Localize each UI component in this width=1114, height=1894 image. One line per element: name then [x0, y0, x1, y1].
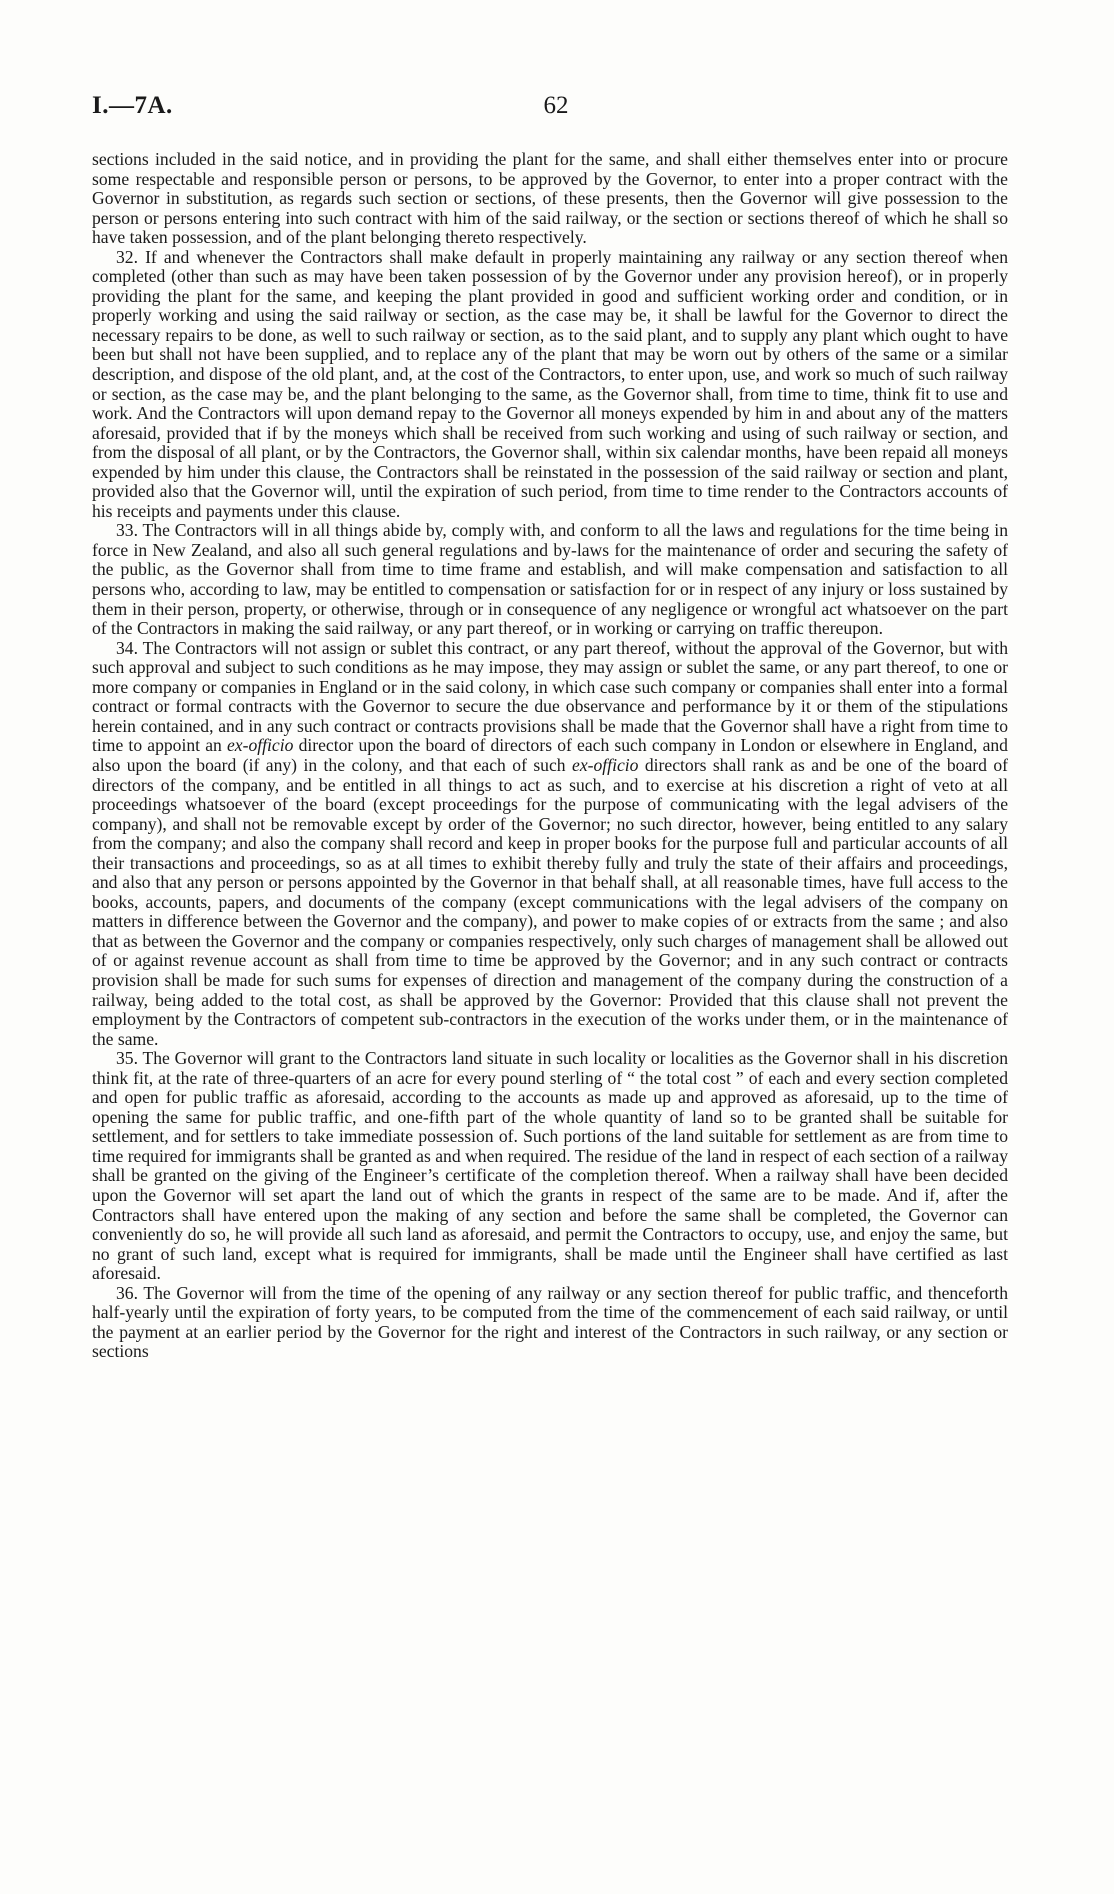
- paragraph-text: 36. The Governor will from the time of the opening of any railway or any section thereof for public traffic, and thenceforth half-yearly until the expiration of forty years, to be computed from the time of the commencement of each said railway, or until the payment at an earlier period by the Governor for the right and interest of the Contractors in such railway, or any section or sections: [92, 1282, 1008, 1362]
- paragraph-text: sections included in the said notice, and in providing the plant for the same, and shall either themselves enter into or procure some respectable and responsible person or persons, to be approved by the Governor, to enter into a proper contract with the Governor in substitution, as regards such section or sections, of these presents, then the Governor will give possession to the person or persons entering into such contract with him of the said railway, or the section or sections thereof of which he shall so have taken possession, and of the plant belonging thereto respectively.: [92, 149, 1008, 248]
- clause-32: [92, 248, 1008, 522]
- paragraph-text: 34. The Contractors will not assign or sublet this contract, or any part thereof, without the approval of the Governor, but with such approval and subject to such conditions as he may impose, they may assign or sublet the same, or any part thereof, to one or more company or companies in England or in the said colony, in which case such company or companies shall enter into a formal contract or formal contracts with the Governor to secure the due observance and performance by it or them of the stipulations herein contained, and in any such contract or contracts provisions shall be made that the Governor shall have a right from time to time to appoint an: [92, 637, 1008, 756]
- paragraph-text: directors shall rank as and be one of the board of directors of the company, and be entitled in all things to act as such, and to exercise at his discretion a right of veto at all proceedings whatsoever of the board (except proceedings for the purpose of communicating with the legal advisers of the company), and shall not be removable except by order of the Governor; no such director, however, being entitled to any salary from the company; and also the company shall record and keep in proper books for the purpose full and particular accounts of all their transactions and proceedings, so as at all times to exhibit thereby fully and truly the state of their affairs and proceedings, and also that any person or persons appointed by the Governor in that behalf shall, at all reasonable times, have full access to the books, accounts, papers, and documents of the company (except communications with the legal advisers of the company on matters in difference between the Governor and the company), and power to make copies of or extracts from the same ; and also that as between the Governor and the company or companies respectively, only such charges of management shall be allowed out of or against revenue account as shall from time to time be approved by the Governor; and in any such contract or contracts provision shall be made for such sums for expenses of direction and management of the company during the construction of a railway, being added to the total cost, as shall be approved by the Governor: Provided that this clause shall not prevent the employment by the Contractors of competent sub-contractors in the execution of the works under them, or in the maintenance of the same.: [92, 754, 1009, 1049]
- italic-term: ex-officio: [572, 754, 639, 775]
- clause-36: [92, 1284, 1008, 1362]
- page-header: [92, 92, 1022, 120]
- paragraph-text: 32. If and whenever the Contractors shall make default in properly maintaining any railway or any section thereof when completed (other than such as may have been taken possession of by the Governor under any provision hereof), or in properly providing the plant for the same, and keeping the plant provided in good and sufficient working order and condition, or in properly working and using the said railway or section, as the case may be, it shall be lawful for the Governor to direct the necessary repairs to be done, as well to such railway or section, as to the said plant, and to supply any plant which ought to have been but shall not have been supplied, and to replace any of the plant that may be worn out by others of the same or a similar description, and dispose of the old plant, and, at the cost of the Contractors, to enter upon, use, and work so much of such railway or section, as the case may be, and the plant belonging to the same, as the Governor shall, from time to time, think fit to use and work. And the Contractors will upon demand repay to the Governor all moneys expended by him in and about any of the matters aforesaid, provided that if by the moneys which shall be received from such working and using of such railway or section, and from the disposal of all plant, or by the Contractors, the Governor shall, within six calendar months, have been repaid all moneys expended by him under this clause, the Contractors shall be reinstated in the possession of the said railway or section and plant, provided also that the Governor will, until the expiration of such period, from time to time render to the Contractors accounts of his receipts and payments under this clause.: [92, 246, 1008, 521]
- paragraph-text: 35. The Governor will grant to the Contractors land situate in such locality or localities as the Governor shall in his discretion think fit, at the rate of three-quarters of an acre for every pound sterling of “ the total cost ” of each and every section completed and open for public traffic as aforesaid, according to the accounts as made up and approved as aforesaid, up to the time of opening the same for public traffic, and one-fifth part of the whole quantity of land so to be granted shall be suitable for settlement, and for settlers to take immediate possession of. Such portions of the land suitable for settlement as are from time to time required for immigrants shall be granted as and when required. The residue of the land in respect of each section of a railway shall be granted on the giving of the Engineer’s certificate of the completion thereof. When a railway shall have been decided upon the Governor will set apart the land out of which the grants in respect of the same are to be made. And if, after the Contractors shall have entered upon the making of any section and before the same shall be completed, the Governor can conveniently do so, he will provide all such land as aforesaid, and permit the Contractors to occupy, use, and enjoy the same, but no grant of such land, except what is required for immigrants, shall be made until the Engineer shall have certified as last aforesaid.: [92, 1048, 1008, 1284]
- paragraph-continuation: [92, 150, 1008, 248]
- document-reference: I.—7A.: [92, 92, 173, 119]
- clause-34: [92, 639, 1008, 1049]
- document-body: [92, 150, 1008, 1362]
- clause-35: [92, 1049, 1008, 1284]
- page-number: 62: [543, 92, 569, 119]
- italic-term: ex-officio: [226, 735, 294, 756]
- clause-33: [92, 521, 1008, 638]
- paragraph-text: 33. The Contractors will in all things abide by, comply with, and conform to all the laws and regulations for the time being in force in New Zealand, and also all such general regulations and by-laws for the maintenance of order and securing the safety of the public, as the Governor shall from time to time frame and establish, and will make compensation and satisfaction to all persons who, according to law, may be entitled to compensation or satisfaction for or in respect of any injury or loss sustained by them in their person, property, or otherwise, through or in consequence of any negligence or wrongful act whatsoever on the part of the Contractors in making the said railway, or any part thereof, or in working or carrying on traffic thereupon.: [92, 520, 1008, 639]
- paragraph-text: director upon the board of directors of each such company in London or elsewhere in England, and also upon the board (if any) in the colony, and that each of such: [92, 735, 1008, 775]
